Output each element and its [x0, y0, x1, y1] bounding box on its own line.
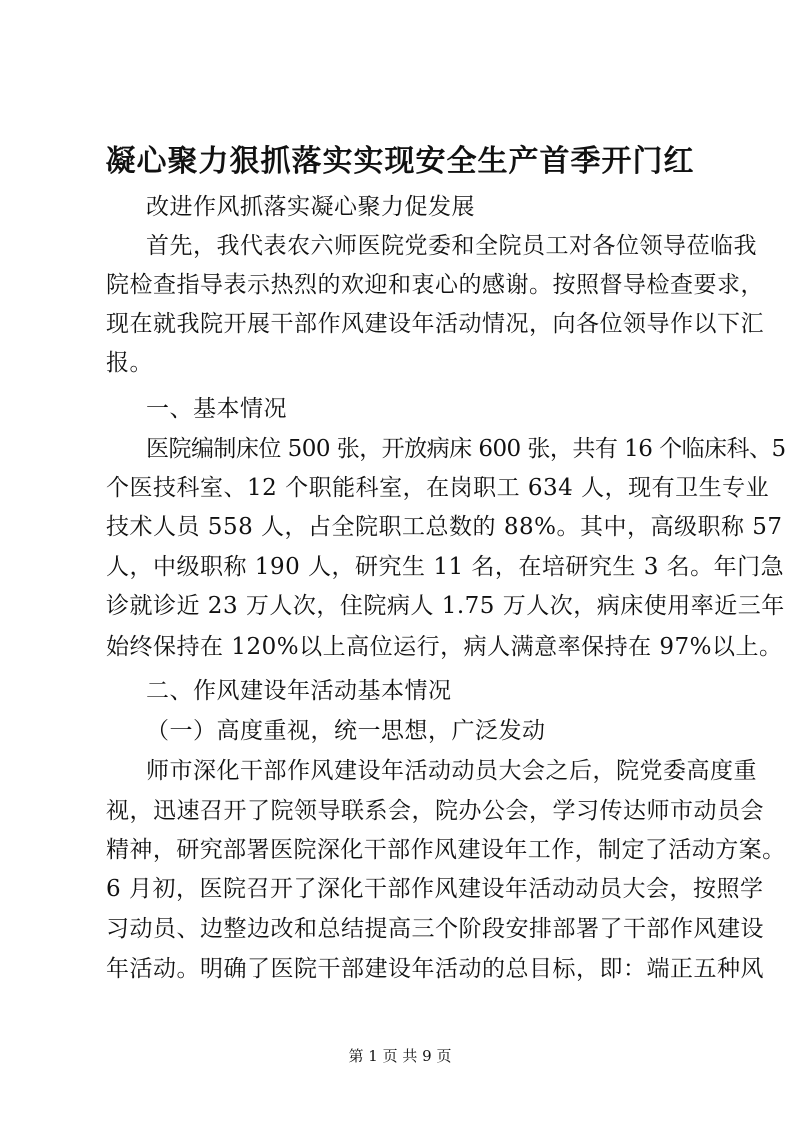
- paragraph-line: 技术人员 558 人，占全院职工总数的 88%。其中，高级职称 57: [106, 514, 783, 540]
- subtitle-line: 改进作风抓落实凝心聚力促发展: [146, 194, 475, 220]
- paragraph-line: 始终保持在 120%以上高位运行，病人满意率保持在 97%以上。: [106, 634, 783, 660]
- paragraph-line: 人，中级职称 190 人，研究生 11 名，在培研究生 3 名。年门急: [106, 554, 785, 580]
- section-heading: 一、基本情况: [146, 396, 287, 422]
- paragraph-line: 报。: [106, 350, 153, 376]
- paragraph-line: 医院编制床位 500 张，开放病床 600 张，共有 16 个临床科、5: [146, 436, 786, 462]
- paragraph-line: 6 月初，医院召开了深化干部作风建设年活动动员大会，按照学: [106, 876, 764, 902]
- paragraph-line: 诊就诊近 23 万人次，住院病人 1.75 万人次，病床使用率近三年: [106, 593, 785, 619]
- document-title: 凝心聚力狠抓落实实现安全生产首季开门红: [105, 144, 695, 179]
- section-heading: 二、作风建设年活动基本情况: [146, 678, 452, 704]
- paragraph-line: 个医技科室、12 个职能科室，在岗职工 634 人，现有卫生专业: [106, 475, 770, 501]
- subsection-heading: （一）高度重视，统一思想，广泛发动: [146, 718, 546, 744]
- paragraph-line: 年活动。明确了医院干部建设年活动的总目标，即：端正五种风: [106, 956, 764, 982]
- paragraph-line: 院检查指导表示热烈的欢迎和衷心的感谢。按照督导检查要求，: [106, 272, 764, 298]
- paragraph-line: 精神，研究部署医院深化干部作风建设年工作，制定了活动方案。: [106, 837, 786, 863]
- paragraph-line: 习动员、边整边改和总结提高三个阶段安排部署了干部作风建设: [106, 916, 764, 942]
- paragraph-line: 现在就我院开展干部作风建设年活动情况，向各位领导作以下汇: [106, 311, 764, 337]
- paragraph-line: 师市深化干部作风建设年活动动员大会之后，院党委高度重: [146, 758, 757, 784]
- paragraph-line: 视，迅速召开了院领导联系会，院办公会，学习传达师市动员会: [106, 798, 764, 824]
- page-footer: 第 1 页 共 9 页: [348, 1047, 452, 1065]
- paragraph-line: 首先，我代表农六师医院党委和全院员工对各位领导莅临我: [146, 233, 757, 259]
